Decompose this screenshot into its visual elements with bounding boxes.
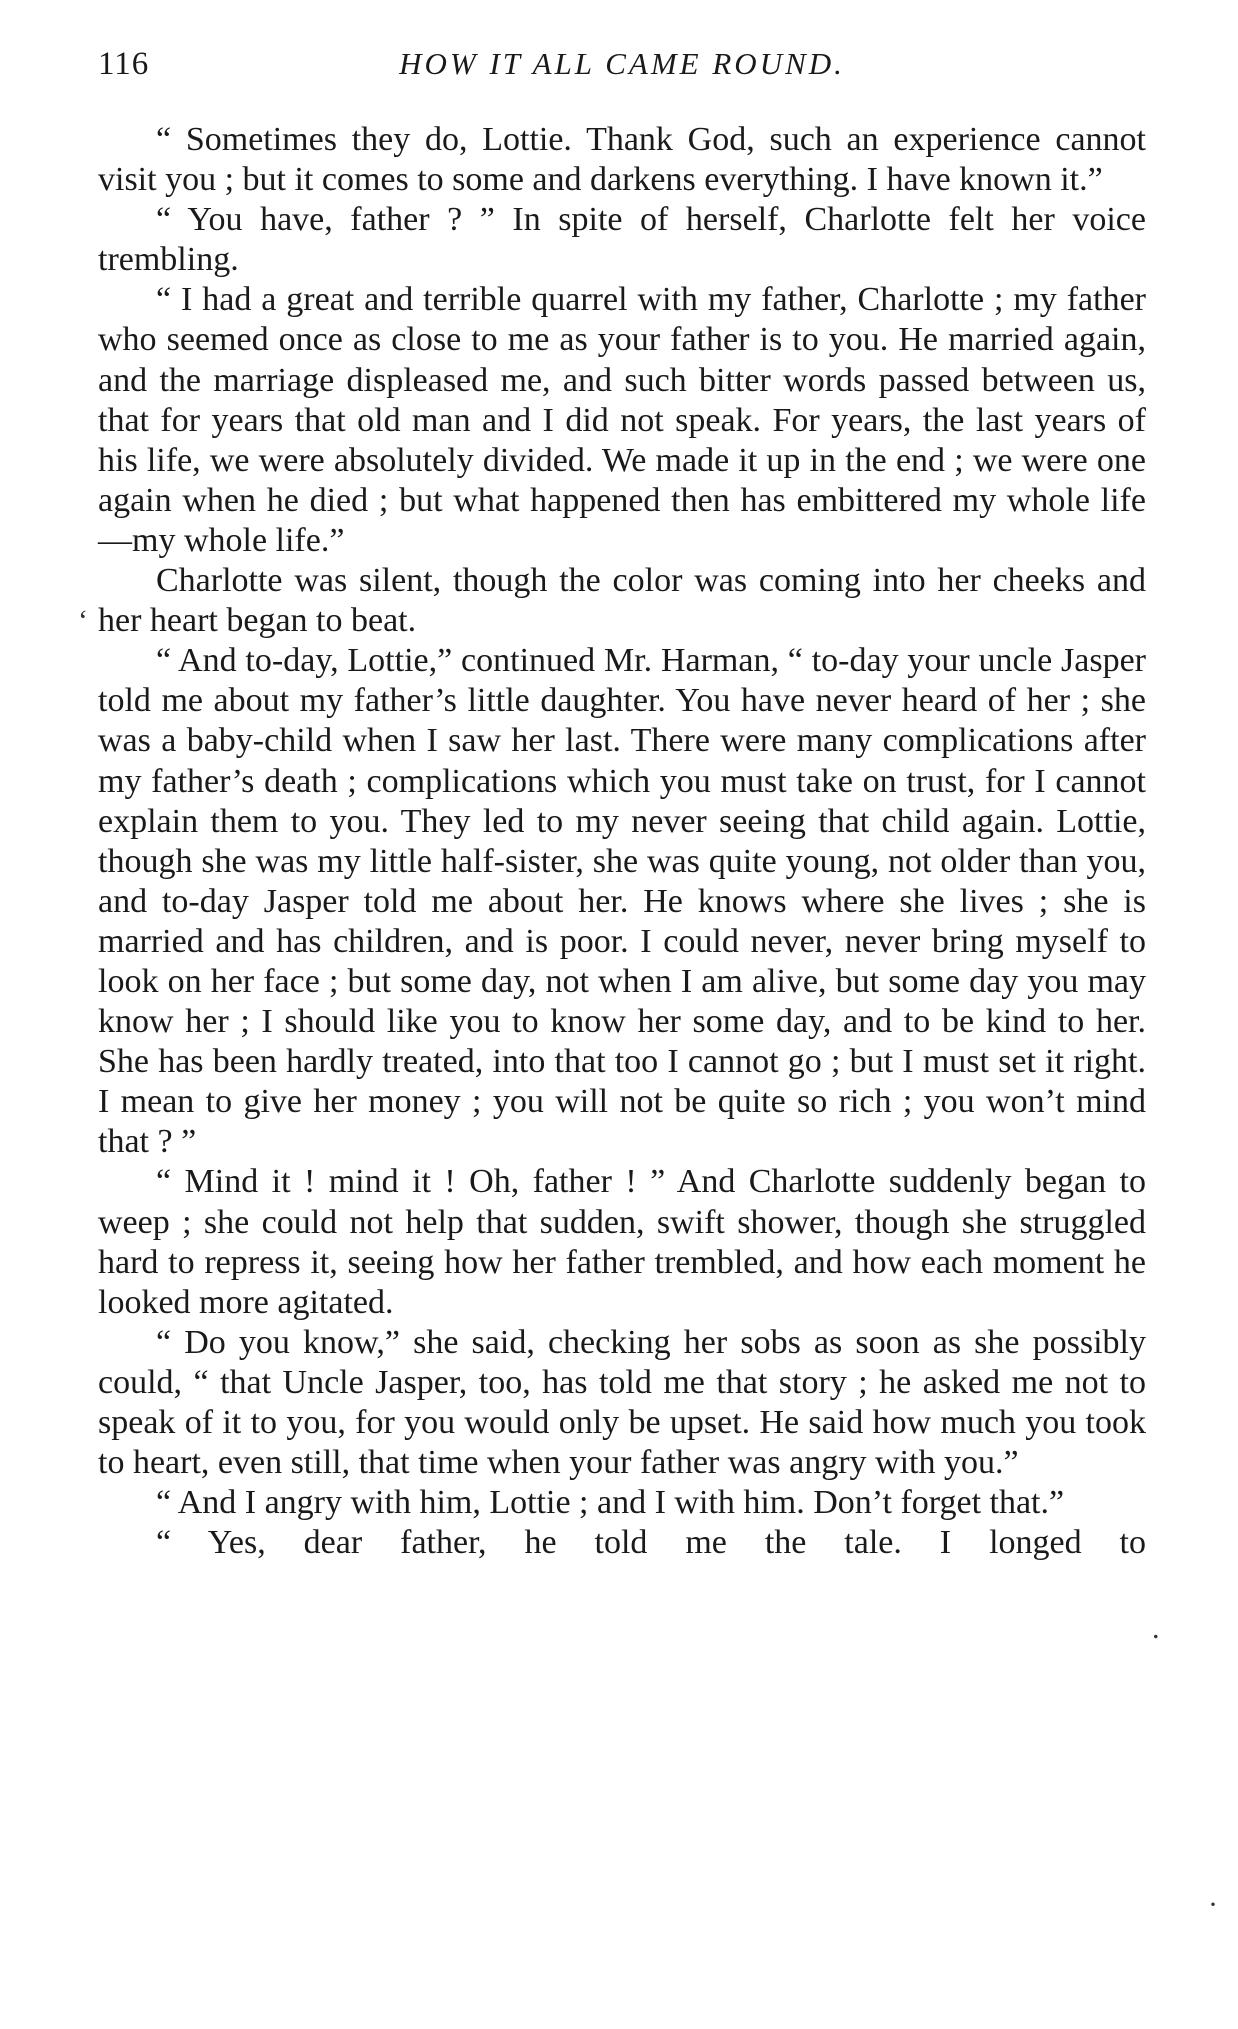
- paragraph-6: “ Mind it ! mind it ! Oh, father ! ” And Charlotte suddenly began to weep ; she could not help that sudden, swift shower, though she struggled hard to repress it, seeing how her father trembled, and how each moment he looked more agitated.: [98, 1163, 1146, 1321]
- running-head: HOW IT ALL CAME ROUND.: [399, 46, 845, 81]
- margin-mark-right-lower: ·: [1208, 1888, 1218, 1921]
- paragraph-9: “ Yes, dear father, he told me the tale. I longed to: [156, 1524, 1146, 1562]
- page-header: [98, 46, 1146, 94]
- paragraph-2: “ You have, father ? ” In spite of herself, Charlotte felt her voice trembling.: [98, 201, 1146, 279]
- paragraph-1: “ Sometimes they do, Lottie. Thank God, such an experience cannot visit you ; but it comes to some and darkens everything. I have known it.”: [98, 121, 1146, 199]
- paragraph-7: “ Do you know,” she said, checking her sobs as soon as she possibly could, “ that Uncle Jasper, too, has told me that story ; he asked me not to speak of it to you, for you would only be upset. He said how much you took to heart, even still, that time when your father was angry with you.”: [98, 1323, 1146, 1482]
- page-number: 116: [98, 46, 150, 82]
- paragraph-4: Charlotte was silent, though the color was coming into her cheeks and her heart began to beat.: [98, 562, 1146, 640]
- margin-mark-left: ‘: [78, 604, 88, 637]
- body-text: [98, 120, 1146, 1563]
- margin-mark-right-upper: .: [1152, 1612, 1160, 1645]
- paragraph-8: “ And I angry with him, Lottie ; and I with him. Don’t forget that.”: [156, 1484, 1065, 1522]
- paragraph-5: “ And to-day, Lottie,” continued Mr. Harman, “ to-day your uncle Jasper told me about my father’s little daughter. You have never heard of her ; she was a baby-child when I saw her last. There were many complications after my father’s death ; complications which you must take on trust, for I cannot explain them to you. They led to my never seeing that child again. Lottie, though she was my little half-sister, she was quite young, not older than you, and to-day Jasper told me about her. He knows where she lives ; she is married and has children, and is poor. I could never, never bring myself to look on her face ; but some day, not when I am alive, but some day you may know her ; I should like you to know her some day, and to be kind to her. She has been hardly treated, into that too I cannot go ; but I must set it right. I mean to give her money ; you will not be quite so rich ; you won’t mind that ? ”: [98, 642, 1146, 1161]
- paragraph-3: “ I had a great and terrible quarrel with my father, Charlotte ; my father who seemed once as close to me as your father is to you. He married again, and the marriage displeased me, and such bitter words passed between us, that for years that old man and I did not speak. For years, the last years of his life, we were absolutely divided. We made it up in the end ; we were one again when he died ; but what happened then has embittered my whole life—my whole life.”: [98, 281, 1146, 559]
